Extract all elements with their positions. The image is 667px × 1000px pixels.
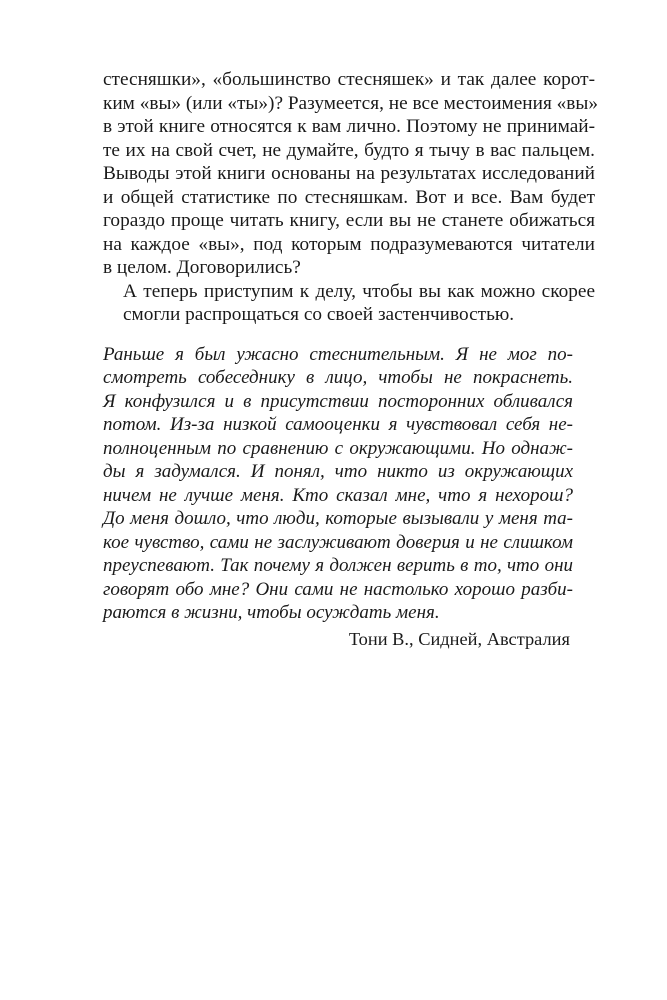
text-line: в целом. Договорились? [103, 257, 301, 278]
text-line: Выводы этой книги основаны на результатах исследований [103, 163, 595, 184]
quote-line: полноценным по сравнению с окружающими. Но однаж- [103, 437, 573, 459]
quote-line: смотреть собеседнику в лицо, чтобы не покраснеть. [103, 367, 573, 388]
quote-line: ничем не лучше меня. Кто сказал мне, что я нехорош? [103, 484, 573, 506]
text-line: на каждое «вы», под которым подразумеваются читатели [103, 233, 595, 255]
body-paragraph [103, 68, 598, 280]
quote-line: говорят обо мне? Они сами не настолько хорошо разби- [103, 578, 573, 600]
text-line: в этой книге относятся к вам лично. Поэтому не принимай- [103, 116, 595, 137]
text-line: гораздо проще читать книгу, если вы не станете обижаться [103, 210, 595, 231]
quote-line: преуспевают. Так почему я должен верить в то, что они [103, 555, 573, 576]
quote-line: Раньше я был ужасно стеснительным. Я не мог по- [103, 343, 573, 365]
quote-attribution: Тони В., Сидней, Австралия [348, 628, 570, 649]
page-content [103, 68, 598, 651]
quote-line: кое чувство, сами не заслуживают доверия и не слишком [103, 531, 573, 553]
quote-line: ды я задумался. И понял, что никто из окружающих [103, 461, 573, 482]
quote-line: раются в жизни, чтобы осуждать меня. [103, 602, 440, 623]
body-paragraph [103, 280, 595, 327]
text-line: смогли распрощаться со своей застенчивостью. [123, 304, 515, 325]
testimonial-quote [103, 343, 573, 625]
text-line: А теперь приступим к делу, чтобы вы как можно скорее [123, 280, 595, 302]
text-line: стесняшки», «большинство стесняшек» и так далее корот- [103, 69, 595, 90]
text-line: и общей статистике по стесняшкам. Вот и все. Вам будет [103, 186, 595, 208]
text-line: ким «вы» (или «ты»)? Разумеется, не все местоимения «вы» [103, 92, 598, 114]
quote-line: Я конфузился и в присутствии посторонних обливался [103, 390, 573, 412]
quote-line: потом. Из-за низкой самооценки я чувствовал себя не- [103, 414, 573, 435]
quote-line: До меня дошло, что люди, которые вызывали у меня та- [103, 508, 573, 529]
text-line: те их на свой счет, не думайте, будто я тычу в вас пальцем. [103, 139, 595, 161]
